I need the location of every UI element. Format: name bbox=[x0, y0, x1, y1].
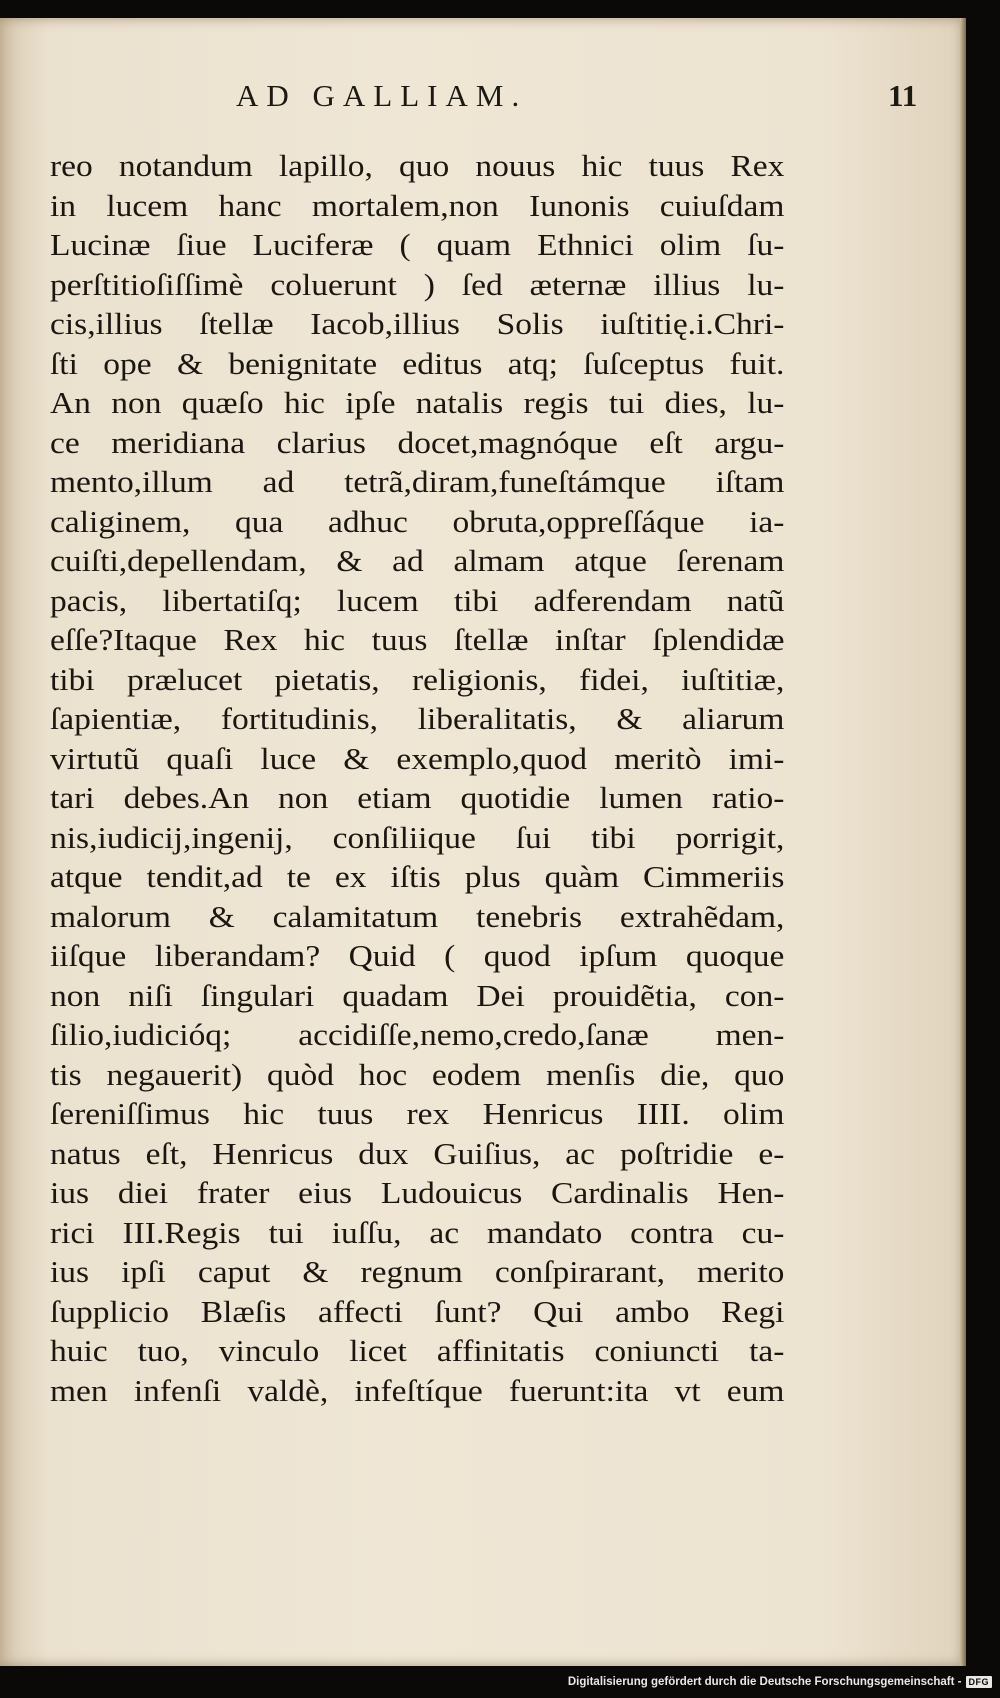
text-line: rici III.Regis tui iuſſu, ac mandato contra cu- bbox=[50, 1214, 785, 1250]
text-line: ſilio,iudicióq; accidiſſe,nemo,credo,ſanæ men- bbox=[50, 1017, 785, 1052]
text-line: huic tuo, vinculo licet affinitatis coniuncti ta- bbox=[50, 1333, 785, 1368]
text-line: cis,illius ſtellæ Iacob,illius Solis iuſtitię.i.Chri- bbox=[50, 306, 785, 341]
text-line: ſti ope & benignitate editus atq; ſuſceptus fuit. bbox=[50, 345, 785, 381]
text-line: atque tendit,ad te ex iſtis plus quàm Cimmeriis bbox=[50, 859, 785, 894]
text-line: ſupplicio Blæſis affecti ſunt? Qui ambo Regi bbox=[50, 1293, 785, 1329]
text-line: non niſi ſingulari quadam Dei prouidẽtia, con- bbox=[50, 977, 785, 1013]
text-line: iiſque liberandam? Quid ( quod ipſum quoque bbox=[50, 938, 785, 973]
text-line: Lucinæ ſiue Luciferæ ( quam Ethnici olim ſu- bbox=[50, 227, 785, 262]
text-line: perſtitioſiſſimè coluerunt ) ſed æternæ illius lu- bbox=[50, 266, 785, 302]
text-line: tari debes.An non etiam quotidie lumen ratio- bbox=[50, 780, 785, 815]
page-edge bbox=[960, 18, 966, 1666]
text-line: mento,illum ad tetrã,diram,funeſtámque iſtam bbox=[50, 464, 785, 499]
text-line: caliginem, qua adhuc obruta,oppreſſáque ia- bbox=[50, 503, 785, 539]
text-line: ius ipſi caput & regnum conſpirarant, merito bbox=[50, 1254, 785, 1289]
text-line: ius diei frater eius Ludouicus Cardinalis Hen- bbox=[50, 1175, 785, 1210]
running-head: AD GALLIAM. bbox=[236, 78, 528, 113]
credit-text: Digitalisierung gefördert durch die Deutsche Forschungsgemeinschaft - bbox=[567, 1676, 962, 1688]
text-line: natus eſt, Henricus dux Guiſius, ac poſtridie e- bbox=[50, 1135, 785, 1171]
text-line: virtutũ quaſi luce & exemplo,quod meritò imi- bbox=[50, 740, 785, 776]
text-line: reo notandum lapillo, quo nouus hic tuus Rex bbox=[50, 148, 785, 183]
page-number: 11 bbox=[888, 78, 918, 113]
dfg-logo: DFG bbox=[966, 1676, 993, 1688]
body-text bbox=[50, 146, 784, 1410]
text-line: tis negauerit) quòd hoc eodem menſis die, quo bbox=[50, 1056, 785, 1092]
text-line: men infenſi valdè, infeſtíque fuerunt:ita vt eum bbox=[50, 1372, 785, 1408]
text-line: nis,iudicij,ingenij, conſiliique ſui tibi porrigit, bbox=[50, 819, 785, 855]
text-line: An non quæſo hic ipſe natalis regis tui dies, lu- bbox=[50, 385, 785, 420]
text-line: in lucem hanc mortalem,non Iunonis cuiuſdam bbox=[50, 187, 785, 223]
text-line: malorum & calamitatum tenebris extrahẽdam, bbox=[50, 898, 785, 934]
text-line: ſapientiæ, fortitudinis, liberalitatis, & aliarum bbox=[50, 701, 785, 736]
text-line: ſereniſſimus hic tuus rex Henricus IIII. olim bbox=[50, 1096, 785, 1131]
text-line: ce meridiana clarius docet,magnóque eſt argu- bbox=[50, 424, 785, 460]
text-line: tibi prælucet pietatis, religionis, fidei, iuſtitiæ, bbox=[50, 661, 785, 697]
text-line: cuiſti,depellendam, & ad almam atque ſerenam bbox=[50, 543, 785, 578]
text-line: eſſe?Itaque Rex hic tuus ſtellæ inſtar ſplendidæ bbox=[50, 622, 785, 657]
digitization-credit bbox=[568, 1672, 992, 1692]
text-line: pacis, libertatiſq; lucem tibi adferendam natũ bbox=[50, 582, 785, 618]
